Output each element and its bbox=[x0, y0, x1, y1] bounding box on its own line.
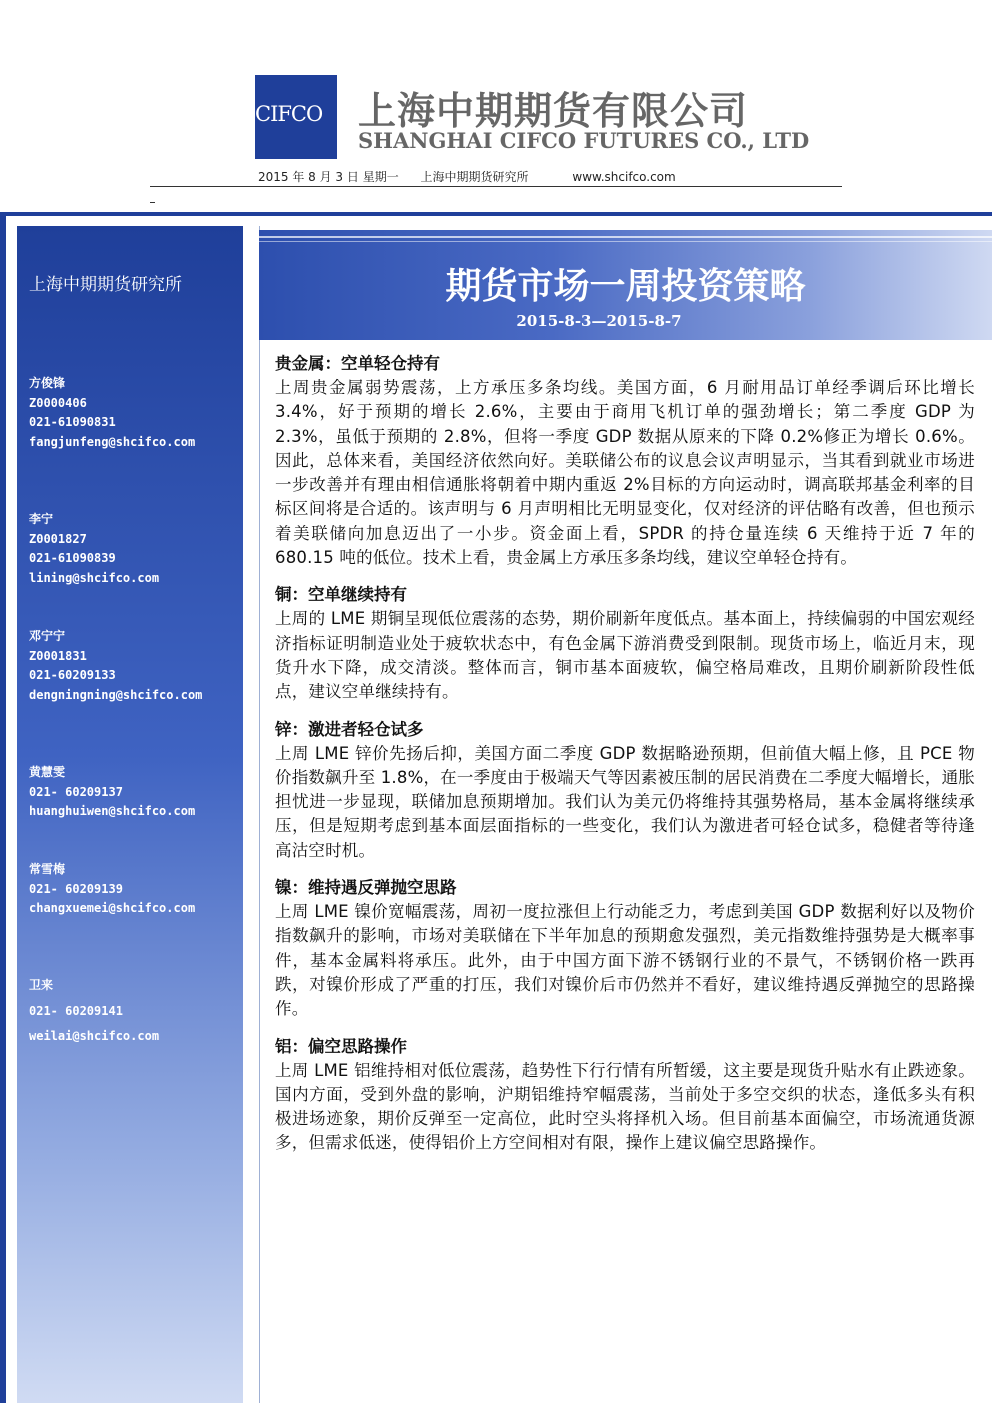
section-text: 上周的 LME 期铜呈现低位震荡的态势，期价刷新年度低点。基本面上，持续偏弱的中国宏观经济指标证明制造业处于疲软状态中，有色金属下游消费受到限制。现货市场上，临近月末，现货升水下降，成交清淡。整体而言，铜市基本面疲软，偏空格局难改，且期价刷新阶段性低点，建议空单继续持有。 bbox=[275, 609, 975, 702]
contact-phone: 021- 60209137 bbox=[29, 784, 123, 799]
section-copper bbox=[275, 583, 975, 704]
sidebar-institute: 上海中期期货研究所 bbox=[29, 275, 182, 295]
contact-card bbox=[29, 860, 195, 919]
top-frame-bar bbox=[0, 212, 992, 216]
contact-name: 卫来 bbox=[29, 978, 54, 992]
section-heading: 镍：维持遇反弹抛空思路 bbox=[275, 878, 457, 898]
contact-email[interactable]: dengningning@shcifco.com bbox=[29, 687, 203, 702]
company-name-en: SHANGHAI CIFCO FUTURES CO., LTD bbox=[358, 128, 810, 153]
section-heading: 贵金属：空单轻仓持有 bbox=[275, 354, 440, 373]
title-stripe bbox=[259, 236, 992, 238]
contact-phone: 021- 60209139 bbox=[29, 881, 123, 896]
report-body bbox=[275, 352, 975, 1169]
contact-name: 方俊锋 bbox=[29, 376, 66, 390]
column-divider bbox=[259, 226, 260, 1403]
contact-phone: 021- 60209141 bbox=[29, 1003, 123, 1018]
contact-email[interactable]: weilai@shcifco.com bbox=[29, 1029, 160, 1043]
contact-email[interactable]: changxuemei@shcifco.com bbox=[29, 901, 196, 915]
contact-id: Z0000406 bbox=[29, 395, 87, 410]
issue-date: 2015 年 8 月 3 日 星期一 bbox=[258, 170, 399, 184]
report-title: 期货市场一周投资策略 bbox=[445, 266, 806, 307]
contact-card bbox=[29, 976, 159, 1047]
contact-phone: 021-61090839 bbox=[29, 551, 116, 565]
section-text: 上周 LME 镍价宽幅震荡，周初一度拉涨但上行动能乏力，考虑到美国 GDP 数据利好以及物价指数飙升的影响，市场对美联储在下半年加息的预期愈发强烈，美元指数维持强势是大概率事件，基本金属料将承压。此外，由于中国方面下游不锈钢行业的不景气，不锈钢价格一跌再跌，对镍价形成了严重的打压，我们对镍价后市仍然并不看好，建议维持遇反弹抛空的思路操作。 bbox=[275, 902, 975, 1019]
website-link[interactable]: www.shcifco.com bbox=[572, 170, 676, 184]
section-aluminum bbox=[275, 1035, 975, 1156]
contact-name: 常雪梅 bbox=[29, 862, 66, 876]
header-info-line bbox=[258, 168, 716, 185]
section-text: 上周 LME 锌价先扬后抑，美国方面二季度 GDP 数据略逊预期，但前值大幅上修，且 PCE 物价指数飙升至 1.8%，在一季度由于极端天气等因素被压制的居民消费在二季度大幅增长，通胀担忧进一步显现，联储加息预期增加。我们认为美元仍将维持其强势格局，基本金属将继续承压，但是短期考虑到基本面层面指标的一些变化，我们认为激进者可轻仓试多，稳健者等待逢高沽空时机。 bbox=[275, 743, 975, 860]
contact-phone: 021-61090831 bbox=[29, 415, 116, 429]
section-heading: 铝：偏空思路操作 bbox=[275, 1036, 407, 1056]
header-rule bbox=[150, 186, 842, 187]
section-precious-metals bbox=[275, 352, 975, 570]
section-heading: 铜：空单继续持有 bbox=[275, 585, 407, 605]
contact-name: 黄慧雯 bbox=[29, 765, 66, 779]
contact-email[interactable]: huanghuiwen@shcifco.com bbox=[29, 804, 196, 818]
section-heading: 锌：激进者轻仓试多 bbox=[275, 719, 424, 739]
header-dash bbox=[150, 202, 155, 203]
left-frame-bar bbox=[0, 212, 6, 1403]
section-text: 上周贵金属弱势震荡，上方承压多条均线。美国方面，6 月耐用品订单经季调后环比增长 3.4%，好于预期的增长 2.6%，主要由于商用飞机订单的强劲增长；第二季度 GDP 为 2.3%，虽低于预期的 2.8%，但将一季度 GDP 数据从原来的下降 0.2%修正为增长 0.6%。因此，总体来看，美国经济依然向好。美联储公布的议息会议声明显示，当其看到就业市场进一步改善并有理由相信通胀将朝着中期内重返 2%目标的方向运动时，调高联邦基金利率的目标区间将是合适的。该声明与 6 月声明相比无明显变化，仅对经济的评估略有改善，但也预示着美联储向加息迈出了一小步。资金面上看，SPDR 的持仓量连续 6 天维持于近 7 年的 680.15 吨的低位。技术上看，贵金属上方承压多条均线，建议空单轻仓持有。 bbox=[275, 378, 975, 568]
contact-id: Z0001827 bbox=[29, 531, 87, 546]
contact-name: 李宁 bbox=[29, 512, 54, 526]
contact-card bbox=[29, 627, 202, 705]
contact-email[interactable]: fangjunfeng@shcifco.com bbox=[29, 434, 196, 449]
section-zinc bbox=[275, 718, 975, 863]
contact-id: Z0001831 bbox=[29, 648, 87, 663]
company-name-cn: 上海中期期货有限公司 bbox=[358, 89, 749, 133]
title-stripe bbox=[259, 241, 992, 242]
contact-email[interactable]: lining@shcifco.com bbox=[29, 570, 160, 585]
contact-card bbox=[29, 510, 159, 588]
contact-phone: 021-60209133 bbox=[29, 668, 116, 682]
logo-text: CIFCO bbox=[255, 102, 323, 126]
contact-card bbox=[29, 763, 195, 822]
section-nickel bbox=[275, 876, 975, 1021]
section-text: 上周 LME 铝维持相对低位震荡，趋势性下行行情有所暂缓，这主要是现货升贴水有止跌迹象。国内方面，受到外盘的影响，沪期铝维持窄幅震荡，当前处于多空交织的状态，逢低多头有积极进场迹象，期价反弹至一定高位，此时空头将择机入场。但目前基本面偏空，市场流通货源多，但需求低迷，使得铝价上方空间相对有限，操作上建议偏空思路操作。 bbox=[275, 1060, 975, 1153]
report-date-range: 2015-8-3—2015-8-7 bbox=[516, 312, 682, 330]
contact-name: 邓宁宁 bbox=[29, 629, 66, 643]
contact-card bbox=[29, 374, 195, 452]
header-institute: 上海中期期货研究所 bbox=[420, 170, 529, 184]
